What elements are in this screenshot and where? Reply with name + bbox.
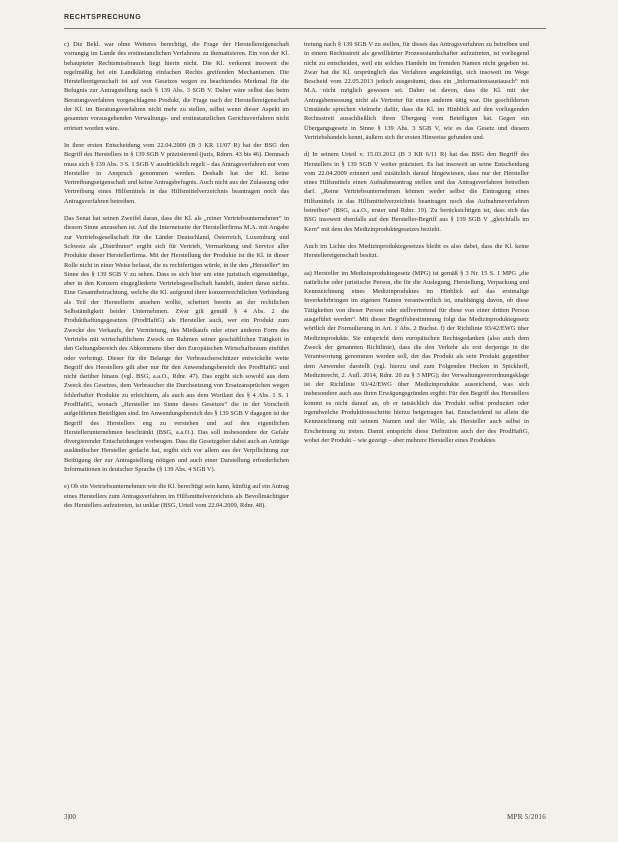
section-header: RECHTSPRECHUNG (64, 14, 142, 21)
paragraph: Das Senat hat seinen Zweifel daran, dass die Kl. als „reiner Vertriebsunternehmer“ in diesem Sinne anzusehen ist. Auf die Internetseite der Herstellerfirma M.A. mit Angabe zur Vertriebsgesellschaft für die Länder Deutschland, Österreich, Luxemburg und Schweiz als „Distributor“ ergibt sich für Vertrieb, Vermarktung und Service aller Produkte dieser Herstellerfirma. Mit der Herstellung der Produkte ist die Kl. in dieser Rolle nicht in einer Weise befasst, die es rechtfertigen würde, in ihr den „Hersteller“ im Sinne des § 139 SGB V zu sehen. Dass es sich hier um eine juristisch eigenständige, aber in den Konzern eingegliederte Vertriebsgesellschaft handelt, ändert daran nichts. Eine Gesamtbetrachtung, welche die Kl. aufgrund ihrer konzernrechtlichen Verbindung als Teil der Herstellerin ansehen wollte, scheitert bereits an der rechtlichen Selbständigkeit beider Unternehmen. Zwar gilt gemäß § 4 Abs. 2 die Produkthaftungsgesetzes (ProdHaftG) als Hersteller auch, wer ein Produkt zum Zwecke des Verkaufs, der Vermietung, des Mietkaufs oder einer anderen Form des Vertriebs mit wirtschaftlichem Zweck im Rahmen seiner geschäftlichen Tätigkeit in den Geltungsbereich des Abkommens über den Europäischen Wirtschaftsraum einführt oder verbringt. Dieser für die Belange der Verbraucherschützer entwickelte weite Begriff des Herstellers gilt aber nur für den Anwendungsbereich des ProdHaftG und nicht darüber hinaus (vgl. BSG, a.a.O., Rdnr. 47). Das ergibt sich sowohl aus dem Zweck des Gesetzes, dem Verbraucher die Durchsetzung von Ersatzansprüchen wegen fehlerhafter Produkte zu erleichtern, als auch aus dem Wortlaut des § 4 Abs. 1 S. 1 ProdHaftG, wonach „Hersteller im Sinne dieses Gesetzes“ die in der Vorschrift aufgeführten Beteiligten sind. Im Anwendungsbereich des § 139 SGB V dagegen ist der Begriff des Herstellers eng zu verstehen und auf den eigentlichen Herstellerunternehmen beschränkt (BSG, a.a.O.). Das soll insbesondere der Gefahr divergierender Entscheidungen vorbeugen. Dass die Gesetzgeber dabei auch an Anträge ausländischer Hersteller gedacht hat, ergibt sich vor allem aus der Verpflichtung zur Beifügung der zur Antragstellung nötigen und auch einer Darstellung erforderlichen Informationen in deutscher Sprache (§ 139 Abs. 4 SGB V). (64, 215, 289, 474)
paragraph: In ihrer ersten Entscheidung vom 22.04.2009 (B 3 KR 11/07 R) hat der BSG den Begriff des Herstellers in § 139 SGB V präzisierend (juris, Rdnrn. 43 bis 46). Demnach muss sich § 139 Abs. 3 S. 1 SGB V ausdrücklich regelt – das Antragsverfahren nur vom Hersteller in Anspruch genommen werden. Deshalb hat der Kl. keine Vertreibungseigenschaft und keine Antragsbefugnis. Auch nicht aus der Zulassung oder Vertreibung eines Hilfsmittels in das Hilfsmittelverzeichnis beantragen noch das Antragsverfahren betreiben. (64, 141, 289, 205)
left-column (64, 40, 289, 518)
paragraph: tretung nach § 139 SGB V zu stellen, für dieses das Antragsverfahren zu betreiben und in einem Rechtsstreit als gewillkürter Prozessstandschafter aufzutreten, ist vorliegend nicht zu entscheiden, weil ein solches Handeln im fremden Namen nicht gegeben ist. Zwar hat die Kl. ursprünglich das Verfahren angekündigt, sich insoweit im Wege Bescheid vom 22.05.2013 jedoch ausgeräumt, dass ein „Informationsaustausch“ mit M.A. nicht möglich gewesen sei. Daher ist davon, dass die Kl. mit der Antragsbemessung nicht als Vertreter für einen anderen tätig war. Die geschilderten Umstände sprechen vielmehr dafür, dass die Kl. im Hinblick auf den vorliegenden Rechtsstreit ausschließlich ihren Übergang vom Beteiligten hat. Gegen ein Übergangsgesetz in Sinne § 139 Abs. 3 SGB V, wie es das Gesetz und diesem Vertriebshandels kennt, äußern sich ihr ersten Hinweise gefunden und. (304, 41, 529, 141)
paragraph: c) Die Bekl. war ohne Weiteres berechtigt, die Frage der Herstellereigenschaft vorrangig im Lande des erstinstanzlichen Verfahrens zu thematisieren. Ein von der Kl. behaupteter Rechtsmissbrauch liegt hierin nicht. Die Kl. verkennt insoweit die regelmäßig bei ein Landkläring einfachen Rechts greifenden Mechanismen. Die Herstellereigenschaft ist auf von Gesetzes wegen zu beachtendes Merkmal für die Befugnis zur Antragstellung nach § 139 Abs. 3 SGB V. Daher wäre selbst das beim Beratungsverfahren vorgeschlagene Produkt, die Frage nach der Herstellereigenschaft der Kl. im Beratungsverfahren nicht mehr zu stellen, selbst wenn dieser Aspekt im gesamten vorausgehenden Verwaltungs- und erstinstanzlichen Gerichtsverfahren nicht erörtert worden wäre. (64, 41, 289, 132)
paragraph: d) In seinem Urteil v. 15.03.2012 (B 3 KR 6/11 R) hat das BSG den Begriff des Herstellers in § 139 SGB V weiter präzisiert. Es hat insoweit an seine Entscheidung vom 22.04.2009 erinnert und zusätzlich darauf hingewiesen, dass nur der Hersteller eines Hilfsmittels einen Aufnahmeantrag stellen und das Antragsverfahren betreiben darf. „Reine Vertriebsunternehmen können weder selbst die Eintragung eines Hilfsmittels in das Hilfsmittelverzeichnis beantragen noch das Aufnahmeverfahren betreiben“ (BSG, a.a.O., erster und Rdnr. 19). Zu berücksichtigen ist, dass sich das BSG insoweit ebenfalls auf den Hersteller-Begriff aus § 139 SGB V „gleichfalls im Kern“ mit dem des Medizinproduktegesetzes bezieht. (304, 151, 529, 233)
page-number: 3|00 (64, 813, 76, 821)
paragraph: e) Ob ein Vertriebsunternehmen wie die Kl. berechtigt sein kann, künftig auf ein Antrag eines Herstellers zum Antragsverfahren im Hilfsmittelverzeichnis als Bevollmächtigter des Herstellers aufzutreten, ist unklar (BSG, Urteil vom 22.04.2009, Rdnr. 48). (64, 483, 289, 509)
paragraph: Auch im Lichte des Medizinproduktegesetzes bleibt es also dabei, dass die Kl. keine Herstellereigenschaft besitzt. (304, 242, 529, 260)
paragraph: aa) Hersteller im Medizinproduktegesetz (MPG) ist gemäß § 3 Nr. 15 S. 1 MPG „die natürliche oder juristische Person, die für die Auslegung, Herstellung, Verpackung und Kennzeichnung eines Medizinproduktes im Hinblick auf das erstmalige Inverkehrbringen im eigenen Namen verantwortlich ist, unabhängig davon, ob diese Tätigkeiten von dieser Person oder stellvertretend für diese von einer dritten Person ausgeführt werden“. Mit dieser Begriffsbestimmung folgt das Medizinproduktegesetz wörtlich der Formulierung in Art. 1 Abs. 2 Buchst. f) der Richtlinie 93/42/EWG über Medizinprodukte. Sie entspricht dem europäischen Rechtsgedanken (also auch dem Zweck der genannten Richtlinie), dass die den Verkehr als erst derjenige in die Verantwortung genommen werden soll, der das Produkt als sein Produkt gegenüber dem Anwender darstellt (vgl. hierzu und zum Folgenden Hecken in Spickhoff, Medizinrecht, 2. Aufl. 2014, Rdnr. 20 zu § 3 MPG); der Verwaltungsverordnungsklage ist der Richtlinie 93/42/EWG über Medizinprodukte ausreichend, was sich insbesondere auch aus ihren Erwägungsgründen ergibt: Für den Begriff des Herstellers kommt es nicht darauf an, ob er tatsächlich das Produkt selbst produziert oder irgendwelche Produktionsschritte hierzu beigetragen hat. Entscheidend ist allein die Kennzeichnung mit seinem Namen und der Wille, als Hersteller auch selbst in Erscheinung zu treten. Damit entspricht diese Definition auch der des ProdHaftG, wobei der Produkt – wie gezeigt – aber mehrere Hersteller eines Produktes (304, 269, 529, 444)
journal-reference: MPR 5/2016 (507, 813, 546, 821)
right-column (304, 40, 529, 453)
header-rule (64, 28, 546, 29)
